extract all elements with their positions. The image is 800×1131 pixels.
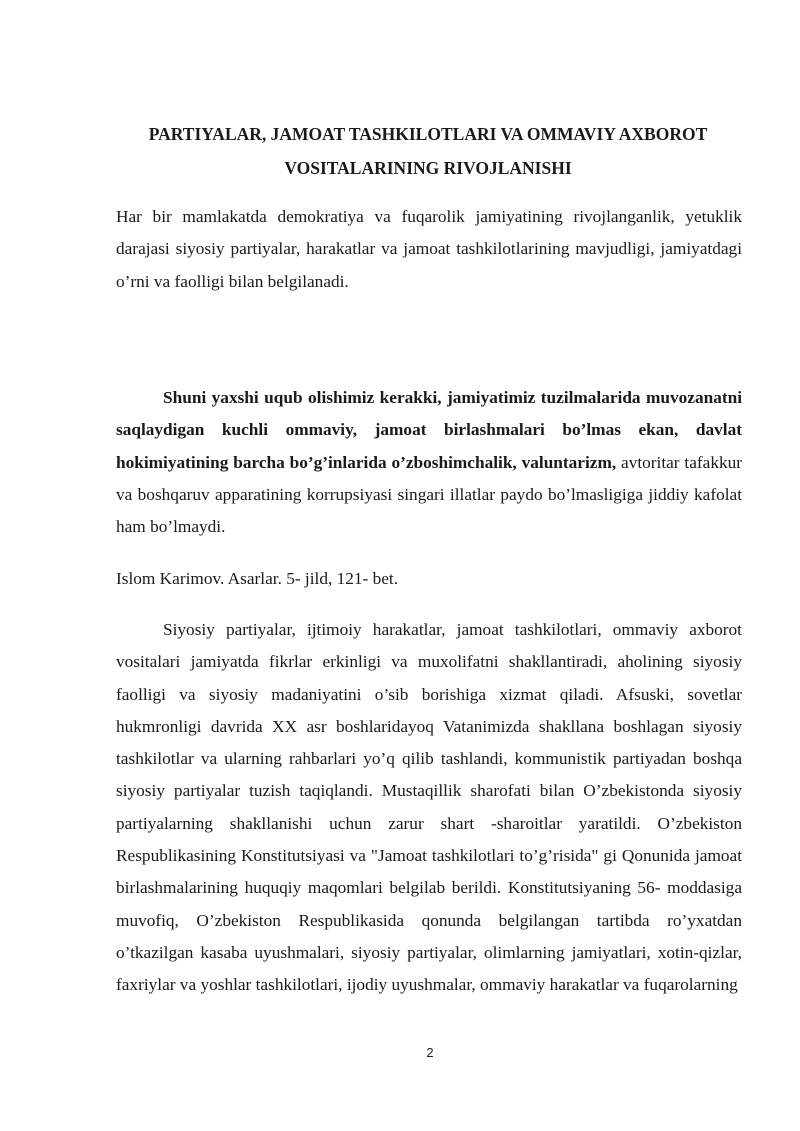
quote-bold-text: Shuni yaxshi uqub olishimiz kerakki, jamiyatimiz tuzilmalarida muvozanatni saqlaydigan kuchli ommaviy, jamoat birlashmalari bo’lmas ekan, davlat hokimiyatining barcha bo’g’inlarida o’zboshimchalik, valuntarizm, (116, 388, 742, 472)
title-line-2: VOSITALARINING RIVOJLANISHI (284, 158, 572, 178)
quote-regular-text: avtoritar tafakkur va boshqaruv apparatining korrupsiyasi singari illatlar paydo bo’lmasligiga jiddiy kafolat ham bo’lmaydi. (116, 452, 742, 537)
page-title (100, 117, 756, 185)
page-number: 2 (426, 1045, 434, 1060)
quote-source: Islom Karimov. Asarlar. 5- jild, 121- bet. (116, 569, 399, 588)
quote-paragraph (116, 382, 742, 543)
main-paragraph: Siyosiy partiyalar, ijtimoiy harakatlar, jamoat tashkilotlari, ommaviy axborot vositalari jamiyatda fikrlar erkinligi va muxolifatni shakllantiradi, aholining siyosiy faolligi va siyosiy madaniyatini o’sib borishiga xizmat qiladi. Afsuski, sovetlar hukmronligi davrida XX asr boshlaridayoq Vatanimizda shakllana boshlagan siyosiy tashkilotlar va ularning rahbarlari yo’q qilib tashlandi, kommunistik partiyadan boshqa siyosiy partiyalar tuzish taqiqlandi. Mustaqillik sharofati bilan O’zbekistonda siyosiy partiyalarning shakllanishi uchun zarur shart -sharoitlar yaratildi. O’zbekiston Respublikasining Konstitutsiyasi va "Jamoat tashkilotlari to’g’risida" gi Qonunida jamoat birlashmalarining huquqiy maqomlari belgilab berildi. Konstitutsiyaning 56- moddasiga muvofiq, O’zbekiston Respublikasida qonunda belgilangan tartibda ro’yxatdan o’tkazilgan kasaba uyushmalari, siyosiy partiyalar, olimlarning jamiyatlari, xotin-qizlar, faxriylar va yoshlar tashkilotlari, ijodiy uyushmalar, ommaviy harakatlar va fuqarolarning (116, 620, 742, 995)
intro-paragraph: Har bir mamlakatda demokratiya va fuqarolik jamiyatining rivojlanganlik, yetuklik darajasi siyosiy partiyalar, harakatlar va jamoat tashkilotlarining mavjudligi, jamiyatdagi o’rni va faolligi bilan belgilanadi. (116, 207, 742, 291)
title-line-1: PARTIYALAR, JAMOAT TASHKILOTLARI VA OMMAVIY AXBOROT (148, 124, 708, 144)
